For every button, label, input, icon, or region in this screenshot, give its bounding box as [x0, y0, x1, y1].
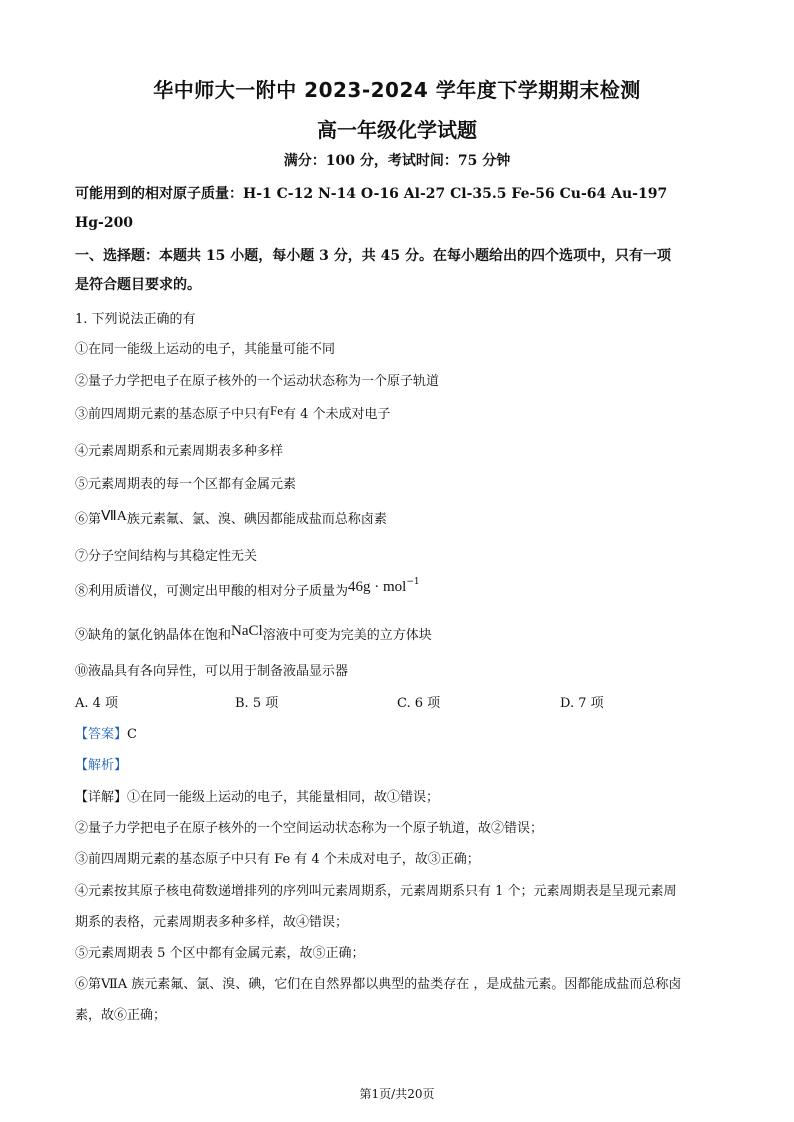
detail-1: ①在同一能级上运动的电子，其能量相同，故①错误；	[127, 790, 440, 805]
exam-title: 华中师大一附中 2023-2024 学年度下学期期末检测	[153, 78, 641, 102]
statement-9	[75, 624, 432, 644]
option-d: D. 7 项	[560, 696, 604, 711]
exam-subtitle: 高一年级化学试题	[317, 118, 477, 142]
section-heading-line1: 一、选择题：本题共 15 小题，每小题 3 分，共 45 分。在每小题给出的四个选项中，只有一项	[75, 248, 671, 264]
statement-6-pre: ⑥第	[75, 512, 102, 527]
answer-value: C	[127, 727, 137, 742]
section-heading-line2: 是符合题目要求的。	[75, 277, 201, 293]
molar-mass-exponent: −1	[406, 576, 420, 587]
statement-9-post: 溶液中可变为完美的立方体块	[262, 628, 432, 643]
question-stem: 1. 下列说法正确的有	[75, 312, 196, 327]
option-b: B. 5 项	[235, 696, 279, 711]
statement-8	[75, 576, 420, 600]
statement-2: ②量子力学把电子在原子核外的一个运动状态称为一个原子轨道	[75, 374, 440, 389]
score-info: 满分：100 分，考试时间：75 分钟	[283, 153, 511, 169]
detail-line-2: ②量子力学把电子在原子核外的一个空间运动状态称为一个原子轨道，故②错误；	[75, 821, 544, 836]
molar-mass-value: 46g · mol	[348, 579, 407, 595]
detail-line-5: ⑤元素周期表 5 个区中都有金属元素，故⑤正确；	[75, 946, 365, 961]
statement-3-pre: ③前四周期元素的基态原子中只有	[75, 407, 271, 422]
statement-8-pre: ⑧利用质谱仪，可测定出甲酸的相对分子质量为	[75, 584, 349, 599]
statement-3	[75, 403, 391, 422]
answer-tag: 【答案】	[75, 727, 128, 742]
statement-9-pre: ⑨缺角的氯化钠晶体在饱和	[75, 628, 232, 643]
formula-nacl: NaCl	[231, 623, 263, 639]
atomic-masses-line1: 可能用到的相对原子质量：H-1 C-12 N-14 O-16 Al-27 Cl-35.5 Fe-56 Cu-64 Au-197	[75, 186, 668, 202]
atomic-masses-line2: Hg-200	[75, 215, 134, 231]
detail-line-6b: 素，故⑥正确；	[75, 1008, 167, 1023]
detail-line-1	[75, 786, 439, 805]
analysis-line	[75, 754, 127, 773]
detail-line-6a: ⑥第ⅦA 族元素氟、氯、溴、碘，它们在自然界都以典型的盐类存在 ，是成盐元素。因都能成盐而总称卤	[75, 977, 682, 992]
statement-5: ⑤元素周期表的每一个区都有金属元素	[75, 477, 297, 492]
answer-line	[75, 723, 137, 742]
statement-6	[75, 508, 387, 528]
detail-line-4a: ④元素按其原子核电荷数递增排列的序列叫元素周期系，元素周期系只有 1 个；元素周期表是呈现元素周	[75, 884, 677, 899]
detail-tag: 【详解】	[75, 790, 128, 805]
analysis-tag: 【解析】	[75, 758, 128, 773]
option-c: C. 6 项	[397, 696, 441, 711]
option-a: A. 4 项	[75, 696, 119, 711]
statement-7: ⑦分子空间结构与其稳定性无关	[75, 549, 258, 564]
statement-1: ①在同一能级上运动的电子，其能量可能不同	[75, 342, 336, 357]
statement-6-post: 族元素氟、氯、溴、碘因都能成盐而总称卤素	[126, 512, 387, 527]
formula-fe: Fe	[270, 403, 284, 418]
page-number: 第1页/共20页	[359, 1087, 435, 1101]
detail-line-3: ③前四周期元素的基态原子中只有 Fe 有 4 个未成对电子，故③正确；	[75, 852, 480, 867]
group-label: ⅦA	[101, 509, 127, 524]
statement-10: ⑩液晶具有各向异性，可以用于制备液晶显示器	[75, 664, 349, 679]
statement-3-post: 有 4 个未成对电子	[283, 407, 391, 422]
detail-line-4b: 期系的表格，元素周期表多种多样，故④错误；	[75, 915, 349, 930]
statement-4: ④元素周期系和元素周期表多种多样	[75, 444, 284, 459]
